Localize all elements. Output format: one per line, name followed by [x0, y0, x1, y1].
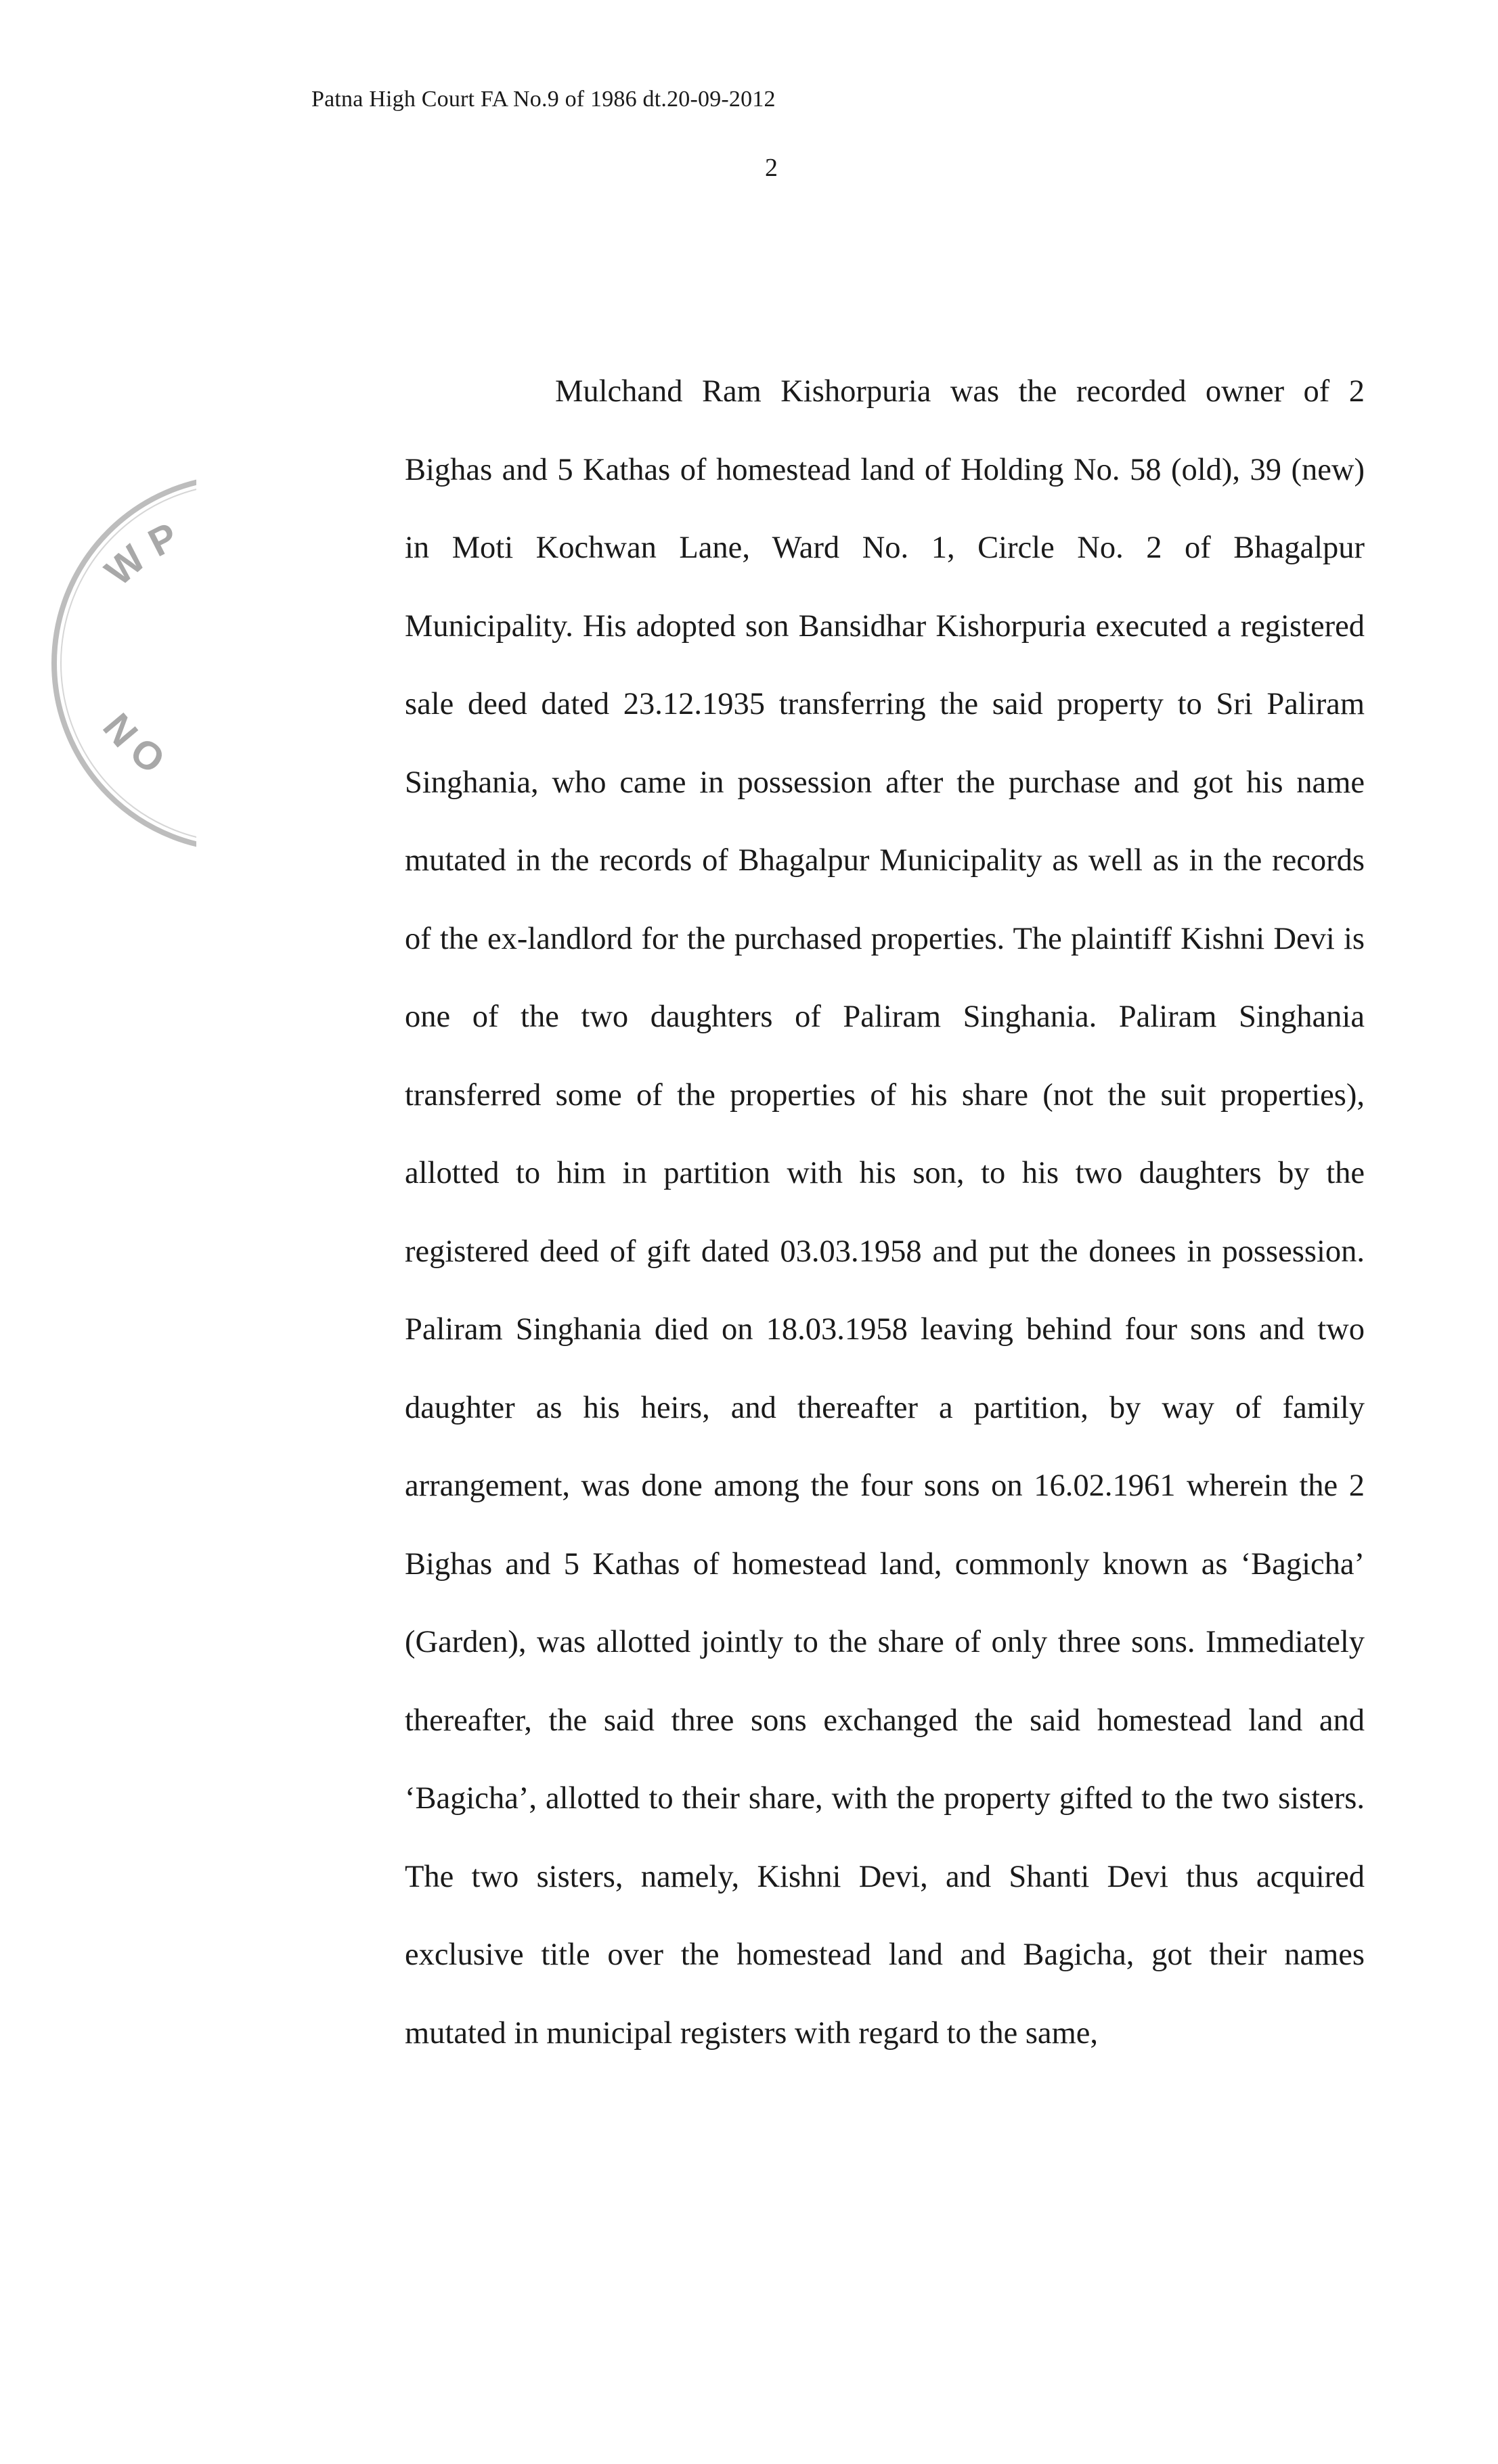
svg-text:N O: N O — [94, 705, 173, 783]
judgment-paragraph: Mulchand Ram Kishorpuria was the recorded owner of 2 Bighas and 5 Kathas of homestead land of Holding No. 58 (old), 39 (new) in Moti Kochwan Lane, Ward No. 1, Circle No. 2 of Bhagalpur Municipality. His adopted son Bansidhar Kishorpuria executed a registered sale deed dated 23.12.1935 transferring the said property to Sri Paliram Singhania, who came in possession after the purchase and got his name mutated in the records of Bhagalpur Municipality as well as in the records of the ex-landlord for the purchased properties. The plaintiff Kishni Devi is one of the two daughters of Paliram Singhania. Paliram Singhania transferred some of the properties of his share (not the suit properties), allotted to him in partition with his son, to his two daughters by the registered deed of gift dated 03.03.1958 and put the donees in possession. Paliram Singhania died on 18.03.1958 leaving behind four sons and two daughter as his heirs, and thereafter a partition, by way of family arrangement, was done among the four sons on 16.02.1961 wherein the 2 Bighas and 5 Kathas of homestead land, commonly known as ‘Bagicha’ (Garden), was allotted jointly to the share of only three sons. Immediately thereafter, the said three sons exchanged the said homestead land and ‘Bagicha’, allotted to their share, with the property gifted to the two sisters. The two sisters, namely, Kishni Devi, and Shanti Devi thus acquired exclusive title over the homestead land and Bagicha, got their names mutated in municipal registers with regard to the same, — [405, 374, 1365, 2051]
svg-text:W P: W P — [97, 514, 185, 595]
page-number: 2 — [765, 154, 778, 182]
court-seal-watermark — [0, 460, 196, 853]
seal-icon — [0, 460, 196, 853]
document-header: Patna High Court FA No.9 of 1986 dt.20-09-2012 — [311, 87, 776, 112]
